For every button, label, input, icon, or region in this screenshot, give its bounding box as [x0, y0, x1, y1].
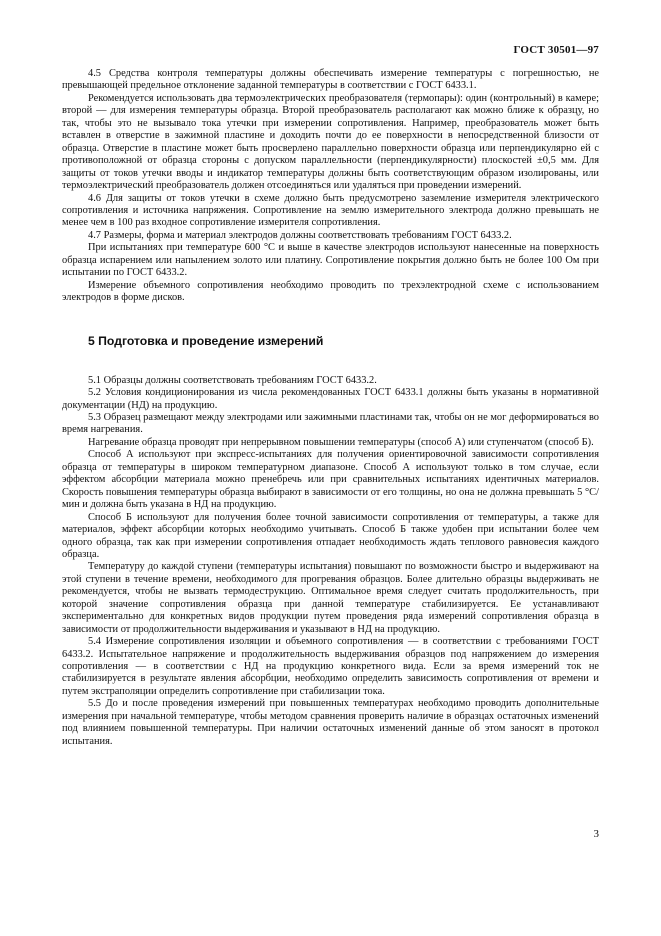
paragraph-method-a: Способ А используют при экспресс-испытаниях для получения ориентировочной зависимости сопротивления образца от температуры в широком температурном диапазоне. Способ А используют только в том случае, если эффектом абсорбции материала можно пренебречь или при сравнительных испытаниях идентичных материалов. Скорость повышения температуры образца выбирают в зависимости от его толщины, но она не должна превышать 5 °С/мин и должна быть указана в НД на продукцию.	[62, 449, 599, 511]
paragraph-step-temperature: Температуру до каждой ступени (температуры испытания) повышают по возможности быстро и выдерживают на этой ступени в течение времени, необходимого для прогревания образцов. Более длительно образцы выдерживать не рекомендуется, чтобы не вызвать термодеструкцию. Оптимальное время следует считать продолжительность, при которой значение сопротивления образца при данной температуре стабилизируется. Ее устанавливают экспериментально для конкретных видов продукции путем проведения ряда измерений сопротивления образца в зависимости от продолжительности выдерживания и указывают в НД на продукцию.	[62, 561, 599, 635]
paragraph-5-1: 5.1 Образцы должны соответствовать требованиям ГОСТ 6433.2.	[88, 374, 377, 386]
paragraph-4-5: 4.5 Средства контроля температуры должны обеспечивать измерение температуры с погрешностью, не превышающей предельное отклонение заданной температуры в соответствии с ГОСТ 6433.1.	[62, 68, 599, 92]
paragraph-heating-methods: Нагревание образца проводят при непрерывном повышении температуры (способ А) или ступенчатом (способ Б).	[88, 436, 594, 448]
paragraph-4-6: 4.6 Для защиты от токов утечки в схеме должно быть предусмотрено заземление измерителя электрического сопротивления и источника напряжения. Сопротивление на землю измерительного электрода должно превышать не менее чем в 100 раз входное сопротивление измерителя сопротивления.	[62, 192, 599, 229]
paragraph-electrodes-600: При испытаниях при температуре 600 °С и выше в качестве электродов используют нанесенные на поверхность образца испарением или напылением золото или платину. Сопротивление покрытия должно быть не более 100 Ом при испытании по ГОСТ 6433.2.	[62, 242, 599, 279]
paragraph-5-2: 5.2 Условия кондиционирования из числа рекомендованных ГОСТ 6433.1 должны быть указаны в нормативной документации (НД) на продукцию.	[62, 387, 599, 411]
page-number: 3	[593, 828, 599, 840]
paragraph-5-4: 5.4 Измерение сопротивления изоляции и объемного сопротивления — в соответствии с требованиями ГОСТ 6433.2. Испытательное напряжение и продолжительность выдерживания образцов под напряжением до измерения сопротивления — в соответствии с НД на продукцию конкретного вида. Если за время измерений ток не стабилизируется в результате явления абсорбции, необходимо определить зависимость сопротивления от времени и путем экстраполяции определить сопротивление при стабилизации тока.	[62, 636, 599, 697]
standard-code-header: ГОСТ 30501—97	[513, 44, 599, 56]
paragraph-4-7: 4.7 Размеры, форма и материал электродов должны соответствовать требованиям ГОСТ 6433.2.	[88, 229, 512, 241]
paragraph-method-b: Способ Б используют для получения более точной зависимости сопротивления от температуры, а также для материалов, эффект абсорбции которых необходимо учитывать. Способ Б также удобен при испытании более чем одного образца, так как при измерении сопротивления отпадает необходимость ждать теплового равновесия каждого образца.	[62, 511, 599, 560]
paragraph-volume-resistance: Измерение объемного сопротивления необходимо проводить по трехэлектродной схеме с использованием электродов в форме дисков.	[62, 279, 599, 304]
paragraph-5-5: 5.5 До и после проведения измерений при повышенных температурах необходимо проводить дополнительные измерения при начальной температуре, чтобы методом сравнения проверить наличие в образцах остаточных изменений под влиянием повышенной температуры. При наличии остаточных изменений данные об этом заносят в протокол испытания.	[62, 698, 599, 747]
document-body	[62, 68, 599, 748]
paragraph-5-3: 5.3 Образец размещают между электродами или зажимными пластинами так, чтобы он не мог деформироваться во время нагревания.	[62, 411, 599, 436]
paragraph-thermocouples: Рекомендуется использовать два термоэлектрических преобразователя (термопары): один (контрольный) в камере; второй — для измерения температуры образца. Второй преобразователь располагают как можно ближе к образцу, но так, чтобы это не вызывало тока утечки при измерении сопротивления. Например, преобразователь может быть вставлен в отверстие в зажимной пластине и доходить почти до ее поверхности в непосредственной близости от образца. Отверстие в пластине может быть просверлено параллельно поверхности образца или перпендикулярно ей с противоположной от образца стороны с допуском параллельности (перпендикулярности) плоскостей ±0,5 мм. Для защиты от токов утечки вводы и индикатор температуры должны быть соответствующим образом изолированы, или термоэлектрический преобразователь должен отсоединяться или удаляться при проведении измерений.	[62, 92, 599, 192]
section-title: 5 Подготовка и проведение измерений	[88, 333, 324, 348]
